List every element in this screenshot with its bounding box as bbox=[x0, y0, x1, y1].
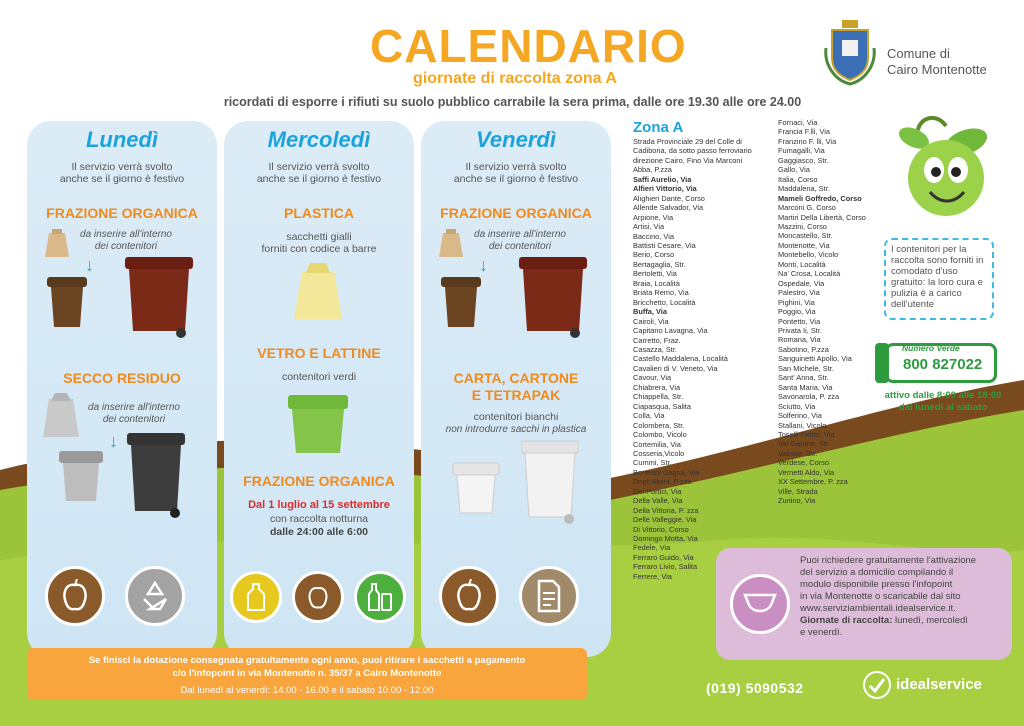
note-line: Il servizio verrà svolto bbox=[71, 161, 173, 173]
street-item: Maddalena, Str. bbox=[778, 184, 830, 194]
street-item: Ospedale, Via bbox=[778, 278, 825, 288]
arrow-down-icon: ↓ bbox=[85, 255, 94, 275]
street-item: Franzino F. lli, Via bbox=[778, 136, 837, 146]
section-title: PLASTICA bbox=[284, 205, 354, 221]
section-title: SECCO RESIDUO bbox=[63, 370, 181, 386]
organic-waste-icon bbox=[45, 566, 105, 626]
street-item: Cummi, Str. bbox=[633, 458, 672, 468]
street-item: Val Garone, Str. bbox=[778, 439, 831, 449]
street-item: Di Vittorio, Corso bbox=[633, 524, 689, 534]
section-title: FRAZIONE ORGANICA bbox=[440, 205, 592, 221]
toll-free-number[interactable]: 800 827022 bbox=[903, 356, 983, 373]
street-item: Stallani, Vicolo bbox=[778, 420, 827, 430]
street-item: Allende Salvador, Via bbox=[633, 203, 704, 213]
section-text bbox=[465, 229, 575, 253]
hours-line: attivo dalle 8:00 alle 18:00 bbox=[884, 390, 1002, 401]
text-line: sacchetti gialli bbox=[286, 231, 352, 243]
text-line: da inserire all'interno bbox=[474, 229, 566, 240]
street-item: Colla, Via bbox=[633, 411, 665, 421]
coat-of-arms-icon bbox=[822, 18, 878, 88]
zone-title: Zona A bbox=[633, 119, 684, 136]
holiday-note bbox=[421, 161, 611, 185]
street-item: Delle Valleggie, Via bbox=[633, 515, 697, 525]
street-item: Santa Maria, Via bbox=[778, 382, 833, 392]
street-item: Della Valle, Via bbox=[633, 496, 683, 506]
yellow-bag-icon bbox=[290, 261, 346, 328]
street-item: Poggio, Via bbox=[778, 307, 816, 317]
day-title: Lunedì bbox=[85, 127, 159, 152]
street-item: Sabotino, P.zza bbox=[778, 344, 829, 354]
street-item: Arpione, Via bbox=[633, 212, 674, 222]
text-line: dei contenitori bbox=[488, 241, 552, 252]
street-item: Strada Provinciale 29 del Colle di bbox=[633, 137, 742, 146]
street-item: Buffa, Via bbox=[633, 307, 667, 317]
street-item: Berio, Corso bbox=[633, 250, 675, 260]
phone-number[interactable]: (019) 5090532 bbox=[706, 680, 804, 696]
street-item: Cortemilia, Via bbox=[633, 439, 681, 449]
street-item: Mameli Goffredo, Corso bbox=[778, 193, 862, 203]
section-title: FRAZIONE ORGANICA bbox=[46, 205, 198, 221]
text-line: del servizio a domicilio compilando il bbox=[800, 567, 954, 578]
street-item: Romana, Via bbox=[778, 335, 821, 345]
street-item: Sanguinetti Apollo, Via bbox=[778, 354, 852, 364]
title-line: CARTA, CARTONE bbox=[453, 370, 579, 386]
street-item: Ferrere, Via bbox=[633, 571, 672, 581]
column-mercoledi bbox=[224, 121, 414, 657]
small-brown-bin-icon bbox=[439, 271, 483, 334]
containers-info: I contenitori per la raccolta sono forniti in comodato d'uso gratuito: la loro cura e pulizia è a carico dell'utente bbox=[884, 238, 994, 320]
street-item: Domingo Motta, Via bbox=[633, 534, 698, 544]
section-warning: non introdurre sacchi in plastica bbox=[445, 424, 587, 435]
street-item: Ferraro Livio, Salita bbox=[633, 562, 698, 572]
text-line: dei contenitori bbox=[94, 241, 158, 252]
diaper-icon bbox=[730, 574, 790, 634]
text-line: Puoi richiedere gratuitamente l'attivazione bbox=[800, 555, 977, 566]
street-item: Bertoletti, Via bbox=[633, 269, 677, 279]
street-item: Na' Crosa, Località bbox=[778, 269, 841, 279]
street-list-col2 bbox=[778, 118, 866, 506]
holiday-note bbox=[224, 161, 414, 185]
section-text bbox=[224, 231, 414, 255]
section-title: FRAZIONE ORGANICA bbox=[243, 473, 395, 489]
text-line: c/o l'infopoint in via Montenotte n. 35/37 a Cairo Montenotte bbox=[172, 668, 442, 679]
column-venerdi bbox=[421, 121, 611, 657]
home-service-text bbox=[800, 555, 1006, 639]
large-brown-bin-icon bbox=[125, 253, 193, 344]
street-item: Sant' Anna, Str. bbox=[778, 373, 829, 383]
street-item: Fornaci, Via bbox=[778, 118, 818, 127]
street-item: Colombo, Vicolo bbox=[633, 430, 687, 440]
street-item: Ville, Strada bbox=[778, 486, 818, 496]
bags-info-text bbox=[27, 654, 587, 680]
street-item: Cadibona, da sotto passo ferroviario bbox=[633, 146, 752, 156]
street-item: Pontetto, Via bbox=[778, 316, 821, 326]
street-item: Saffi Aurelio, Via bbox=[633, 174, 692, 184]
street-item: Savonarola, P. zza bbox=[778, 392, 840, 402]
glass-cans-icon bbox=[354, 571, 406, 623]
bag-icon bbox=[43, 227, 71, 259]
street-item: Toselli Pietro, Via bbox=[778, 429, 835, 439]
street-item: Privata Ii, Str. bbox=[778, 325, 822, 335]
section-title bbox=[421, 370, 611, 404]
arrow-down-icon: ↓ bbox=[479, 255, 488, 275]
text-line: da inserire all'interno bbox=[80, 229, 172, 240]
text-line: e venerdì. bbox=[800, 627, 843, 638]
section-text: contenitori verdi bbox=[281, 371, 357, 383]
street-item: Alighieri Dante, Corso bbox=[633, 193, 705, 203]
paper-icon bbox=[519, 566, 579, 626]
collection-days-value: lunedì, mercoledì bbox=[892, 615, 968, 626]
section-text bbox=[79, 402, 189, 426]
street-item: Alfieri Vittorio, Via bbox=[633, 184, 697, 194]
plastic-bottle-icon bbox=[230, 571, 282, 623]
street-item: Briata Remo, Via bbox=[633, 288, 689, 298]
street-item: Solferino, Via bbox=[778, 411, 822, 421]
street-item: Casazza, Str. bbox=[633, 344, 677, 354]
note-line: anche se il giorno è festivo bbox=[256, 173, 382, 185]
text-line: forniti con codice a barre bbox=[261, 243, 377, 255]
text-line: da inserire all'interno bbox=[88, 402, 180, 413]
text-line: Se finisci la dotazione consegnata gratuitamente ogni anno, puoi ritirare i sacchetti a pagamento bbox=[88, 655, 526, 666]
text-line: in via Montenotte o scaricabile dal sito bbox=[800, 591, 961, 602]
street-item: Carretto, Fraz. bbox=[633, 335, 681, 345]
street-item: Monti, Località bbox=[778, 259, 826, 269]
title-line: E TETRAPAK bbox=[471, 387, 561, 403]
street-list-col1 bbox=[633, 137, 752, 581]
street-item: Bertagaglia, Str. bbox=[633, 259, 686, 269]
street-item: Gaggiasco, Str. bbox=[778, 155, 829, 165]
street-item: Gallo, Via bbox=[778, 165, 810, 175]
gray-bag-icon bbox=[41, 391, 81, 444]
recycle-icon bbox=[125, 566, 185, 626]
street-item: Braia, Località bbox=[633, 278, 680, 288]
holiday-note bbox=[27, 161, 217, 185]
infopoint-hours: Dal lunedì al venerdì: 14.00 - 16.00 e il sabato 10.00 - 12.00 bbox=[180, 685, 434, 696]
large-white-bin-icon bbox=[521, 437, 579, 530]
street-item: Montenotte, Via bbox=[778, 240, 830, 250]
bag-icon bbox=[437, 227, 465, 259]
green-bin-icon bbox=[286, 391, 350, 460]
street-item: Chiabrera, Via bbox=[633, 382, 681, 392]
street-item: Ciapasqua, Salita bbox=[633, 401, 691, 411]
street-item: Borreani Dagna, Via bbox=[633, 467, 700, 477]
street-item: Abba, P.zza bbox=[633, 165, 672, 175]
street-item: Francia F.lli, Via bbox=[778, 127, 831, 137]
street-item: Della Vittoria, P. zza bbox=[633, 505, 699, 515]
phone-icon bbox=[875, 343, 889, 383]
street-item: Bricchetto, Località bbox=[633, 297, 696, 307]
street-item: Colombera, Str. bbox=[633, 420, 685, 430]
street-item: Cairoli, Via bbox=[633, 316, 669, 326]
street-item: Mazzini, Corso bbox=[778, 221, 827, 231]
section-title: VETRO E LATTINE bbox=[257, 345, 381, 361]
street-item: Cosseria,Vicolo bbox=[633, 448, 685, 458]
street-item: Cavour, Via bbox=[633, 373, 672, 383]
page-title: CALENDARIO bbox=[370, 20, 687, 72]
comune-name bbox=[887, 46, 987, 78]
toll-free-hours bbox=[878, 390, 1008, 414]
street-item: Moncastello, Str. bbox=[778, 231, 833, 241]
note-line: Il servizio verrà svolto bbox=[465, 161, 567, 173]
street-item: Baccino, Via bbox=[633, 231, 674, 241]
note-line: anche se il giorno è festivo bbox=[453, 173, 579, 185]
organic-waste-icon bbox=[439, 566, 499, 626]
night-hours: dalle 24:00 alle 6:00 bbox=[269, 526, 369, 538]
street-item: Zunino, Via bbox=[778, 496, 816, 506]
street-item: XX Settembre, P. zza bbox=[778, 477, 848, 487]
large-brown-bin-icon bbox=[519, 253, 587, 344]
idealservice-logo-text: idealservice bbox=[896, 676, 982, 693]
note-line: Il servizio verrà svolto bbox=[268, 161, 370, 173]
street-item: Chiappella, Str. bbox=[633, 392, 684, 402]
comune-line1: Comune di bbox=[887, 46, 950, 61]
street-item: direzione Cairo, Fino Via Marconi bbox=[633, 155, 743, 165]
website-link[interactable]: www.serviziambientali.idealservice.it. bbox=[800, 603, 956, 614]
street-item: Pighini, Via bbox=[778, 297, 815, 307]
street-item: Fumagalli, Via bbox=[778, 146, 825, 156]
text-line: dei contenitori bbox=[102, 414, 166, 425]
street-item: Artisi, Via bbox=[633, 222, 665, 232]
organic-waste-icon bbox=[292, 571, 344, 623]
text-line: modulo disponibile presso l'infopoint bbox=[800, 579, 953, 590]
apple-mascot-icon bbox=[896, 112, 996, 227]
section-text: contenitori bianchi bbox=[473, 411, 559, 423]
small-gray-bin-icon bbox=[57, 447, 105, 508]
street-item: Montebello, Vicolo bbox=[778, 250, 839, 260]
street-item: Fedele, Via bbox=[633, 543, 671, 553]
street-item: Battisti Cesare, Via bbox=[633, 240, 696, 250]
day-title: Venerdì bbox=[476, 127, 556, 152]
street-item: Marconi G. Corso bbox=[778, 203, 836, 213]
large-black-bin-icon bbox=[127, 429, 185, 524]
street-item: Palestro, Via bbox=[778, 288, 820, 298]
column-lunedi bbox=[27, 121, 217, 657]
collection-days-label: Giornate di raccolta: bbox=[800, 615, 893, 626]
street-item: Ferraro Guido, Via bbox=[633, 552, 694, 562]
small-brown-bin-icon bbox=[45, 271, 89, 334]
street-item: Verdese, Corso bbox=[778, 458, 829, 468]
street-item: Italia, Corso bbox=[778, 174, 818, 184]
note-line: anche se il giorno è festivo bbox=[59, 173, 185, 185]
street-item: Vallone, Str. bbox=[778, 448, 818, 458]
day-title: Mercoledì bbox=[267, 127, 371, 152]
idealservice-logo-icon bbox=[862, 670, 892, 705]
street-item: Dei Portici, Via bbox=[633, 486, 682, 496]
section-text: con raccolta notturna bbox=[269, 513, 369, 525]
exposure-note: ricordati di esporre i rifiuti su suolo pubblico carrabile la sera prima, dalle ore 19.30 alle ore 24.00 bbox=[223, 95, 802, 109]
small-white-bin-icon bbox=[451, 459, 501, 520]
street-item: Sciutto, Via bbox=[778, 401, 816, 411]
street-item: Cavalieri di V. Veneto, Via bbox=[633, 363, 718, 373]
street-item: San Michele, Str. bbox=[778, 363, 834, 373]
page-subtitle: giornate di raccolta zona A bbox=[413, 70, 617, 87]
comune-line2: Cairo Montenotte bbox=[887, 62, 987, 77]
street-item: Capitano Lavagna, Via bbox=[633, 326, 708, 336]
collection-days bbox=[800, 615, 1006, 627]
street-item: Martiri Della Libertà, Corso bbox=[778, 212, 866, 222]
section-text bbox=[71, 229, 181, 253]
hours-line: dal lunedì al sabato bbox=[898, 402, 988, 413]
toll-free-label: Numero Verde bbox=[902, 343, 960, 353]
summer-dates: Dal 1 luglio al 15 settembre bbox=[248, 499, 390, 511]
street-item: Castello Maddalena, Località bbox=[633, 354, 728, 364]
street-item: Degli Alpini, P.zza bbox=[633, 477, 692, 487]
arrow-down-icon: ↓ bbox=[109, 431, 118, 451]
street-item: Vernetti Aldo, Via bbox=[778, 467, 835, 477]
